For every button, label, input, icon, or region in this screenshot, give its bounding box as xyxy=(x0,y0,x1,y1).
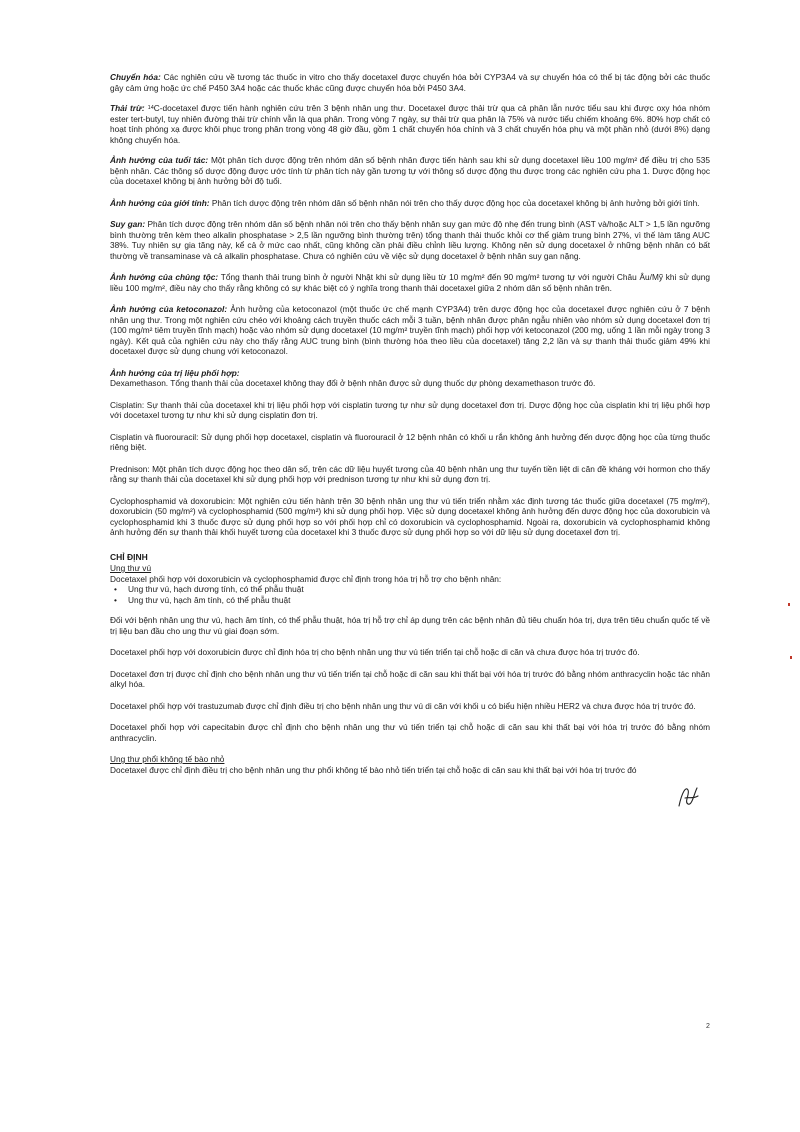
section-ketoconazole xyxy=(110,304,710,357)
breast-cancer-subheading: Ung thư vú xyxy=(110,563,152,573)
indications-heading: CHỈ ĐỊNH xyxy=(110,551,148,562)
handwritten-signature-icon xyxy=(676,782,700,812)
section-gender xyxy=(110,198,710,209)
document-page xyxy=(110,72,710,786)
ink-speck xyxy=(788,603,790,606)
ink-speck xyxy=(790,656,792,659)
section-text: Phân tích dược động trên nhóm dân số bệnh nhân nói trên cho thấy dược động học của docetaxel không bị ảnh hưởng bởi giới tính. xyxy=(211,197,700,208)
combo-prednisone: Prednison: Một phân tích dược động học theo dân số, trên các dữ liệu huyết tương của 40 bệnh nhân ung thư tuyến tiền liệt di căn đề kháng với hormon cho thấy rằng sự thanh thải của docetaxel khi sử dụng phối hợp với prednison tương tự như khi sử dụng đơn trị. xyxy=(110,463,710,484)
combo-cisplatin: Cisplatin: Sự thanh thải của docetaxel khi trị liệu phối hợp với cisplatin tương tự như sử dụng docetaxel đơn trị. Dược động học của cisplatin khi trị liệu phối hợp với docetaxel tương tự như khi sử dụng cisplatin đơn trị. xyxy=(110,399,710,420)
section-label: Thải trừ: xyxy=(110,103,145,113)
list-item: • Ung thư vú, hạch dương tính, có thể phẫu thuật xyxy=(128,584,710,595)
lung-indication: Docetaxel được chỉ định điều trị cho bệnh nhân ung thư phổi không tế bào nhỏ tiến triển tại chỗ hoặc di căn sau khi thất bại với hóa trị trước đó xyxy=(110,764,637,775)
indication-paragraph: Đối với bệnh nhân ung thư vú, hạch âm tính, có thể phẫu thuật, hóa trị hỗ trợ chỉ áp dụng trên các bệnh nhân đủ tiêu chuẩn hóa trị, dựa trên tiêu chuẩn quốc tế về trị liệu ban đầu cho ung thư vú giai đoạn sớm. xyxy=(110,615,710,636)
section-age xyxy=(110,155,710,187)
combo-label xyxy=(110,368,710,379)
section-label: Ảnh hưởng của tuổi tác: xyxy=(110,155,209,165)
indication-paragraph: Docetaxel phối hợp với doxorubicin được chỉ định hóa trị cho bệnh nhân ung thư vú tiến triển tại chỗ hoặc di căn và chưa được hóa trị trước đó. xyxy=(110,647,640,657)
page-number: 2 xyxy=(706,1023,710,1030)
breast-intro: Docetaxel phối hợp với doxorubicin và cyclophosphamid được chỉ định trong hóa trị hỗ trợ cho bệnh nhân: xyxy=(110,573,502,584)
section-label: Suy gan: xyxy=(110,219,146,229)
combo-cyclophosphamide-doxorubicin: Cyclophosphamid và doxorubicin: Một nghiên cứu tiến hành trên 30 bệnh nhân ung thư vú tiến triển nhằm xác định tương tác thuốc giữa docetaxel (75 mg/m²), doxorubicin (50 mg/m²) và cyclophosphamid (500 mg/m²) khi sử dụng phối hợp. Việc sử dụng docetaxel không ảnh hưởng đến dược động học của doxorubicin và cyclophosphamid khi 3 thuốc được sử dụng phối hợp so với phối hợp chỉ có doxorubicin và cyclophosphamid. Ngoài ra, doxorubicin và cyclophosphamid không ảnh hưởng đến sự thanh thải khối huyết tương của docetaxel khi 3 thuốc được sử dụng phối hợp so với dữ liệu sử dụng docetaxel đơn trị. xyxy=(110,495,710,537)
section-text: C-docetaxel được tiến hành nghiên cứu trên 3 bệnh nhân ung thư. Docetaxel được thải trừ qua cả phân lẫn nước tiểu sau khi được oxy hóa nhóm ester tert-butyl, tuy nhiên đường thải trừ chính vẫn là qua phân. Trong vòng 7 ngày, sự thải trừ qua phân là 75% và nước tiểu chiếm khoảng 6%. 80% hợp chất có hoạt tính phóng xạ được khôi phục trong phân trong vòng 48 giờ đầu, gồm 1 chất chuyển hóa chính và 3 chất chuyển hóa phụ và một phần nhỏ (dưới 8%) dạng không chuyển hóa. xyxy=(110,103,710,145)
section-text: Tổng thanh thải trung bình ở người Nhật khi sử dụng liều từ 10 mg/m² đến 90 mg/m² tương tự với người Châu Âu/Mỹ khi sử dụng liều 100 mg/m², điều này cho thấy rằng không có sự khác biệt có ý nghĩa trong thanh thải docetaxel giữa 2 nhóm dân số bệnh nhân trên. xyxy=(110,272,710,293)
indication-paragraph: Docetaxel phối hợp với capecitabin được chỉ định cho bệnh nhân ung thư vú tiến triển tại chỗ hoặc di căn sau khi thất bại với hóa trị trước đó bằng nhóm anthracyclin. xyxy=(110,722,710,743)
indication-paragraph: Docetaxel đơn trị được chỉ định cho bệnh nhân ung thư vú tiến triển tại chỗ hoặc di căn sau khi thất bại với hóa trị trước đó bằng nhóm anthracyclin hoặc tác nhân alkyl hóa. xyxy=(110,668,710,689)
section-text: Các nghiên cứu về tương tác thuốc in vitro cho thấy docetaxel được chuyển hóa bởi CYP3A4 và sự chuyển hóa có thể bị tác động bởi các thuốc gây cảm ứng hoặc ức chế P450 3A4 hoặc các thuốc khác cũng được chuyển hóa bởi P450 3A4. xyxy=(110,72,710,93)
section-elimination xyxy=(110,103,710,145)
section-text: Phân tích dược động trên nhóm dân số bệnh nhân nói trên cho thấy bệnh nhân suy gan mức độ nhẹ đến trung bình (AST và/hoặc ALT > 1,5 lần ngưỡng bình thường trên kèm theo alkalin phosphatase > 2,5 lần ngưỡng bình thường trên) tổng thanh thải thuốc khỏi cơ thể giảm trung bình 27%, vì thế làm tăng AUC 38%. Tuy nhiên sự gia tăng này, kể cả ở mức cao nhất, cũng không cần phải điều chỉnh liều lượng. Không nên sử dụng docetaxel ở những bệnh nhân có bất thường về transaminase và cả alkalin phosphatase. Chưa có nghiên cứu về việc sử dụng docetaxel ở bệnh nhân suy gan nặng. xyxy=(110,219,710,261)
section-hepatic xyxy=(110,219,710,261)
section-text: Một phân tích dược động trên nhóm dân số bệnh nhân được tiến hành sau khi sử dụng docetaxel liều 100 mg/m² để điều trị cho 535 bệnh nhân. Các thông số dược động được ước tính từ phân tích này gần tương tự với thông số dược động thu được trong các nghiên cứu pha 1. Dược động học của docetaxel không bị ảnh hưởng bởi độ tuổi. xyxy=(110,155,710,186)
section-label: Chuyển hóa: xyxy=(110,72,161,82)
section-metabolism xyxy=(110,72,710,93)
section-text: Ảnh hưởng của ketoconazol (một thuốc ức chế mạnh CYP3A4) trên dược động học của docetaxel được nghiên cứu ở 7 bệnh nhân ung thư. Trong một nghiên cứu chéo với khoảng cách truyền thuốc cách mỗi 3 tuần, bệnh nhân được phân ngẫu nhiên vào nhóm sử dụng docetaxel đơn trị (100 mg/m² tiêm truyền tĩnh mạch) hoặc vào nhóm sử dụng docetaxel (10 mg/m² truyền tĩnh mạch) phối hợp với ketoconazol (200 mg, uống 1 lần mỗi ngày trong 3 ngày). Kết quả của nghiên cứu này cho thấy rằng AUC trung bình (bình thường hóa theo liều của docetaxel) tăng 2,2 lần và sự thanh thải thuốc giảm 49% khi docetaxel được sử dụng chung với ketoconazol. xyxy=(110,304,710,356)
indication-paragraph: Docetaxel phối hợp với trastuzumab được chỉ định điều trị cho bệnh nhân ung thư vú di căn với khối u có biểu hiện nhiều HER2 và chưa được hóa trị trước đó. xyxy=(110,700,696,711)
section-race xyxy=(110,272,710,293)
breast-bullet-list xyxy=(110,584,710,605)
list-item: • Ung thư vú, hạch âm tính, có thể phẫu thuật xyxy=(128,595,710,606)
section-label: Ảnh hưởng của trị liệu phối hợp: xyxy=(110,367,240,378)
combo-dexamethasone: Dexamethason. Tổng thanh thải của docetaxel không thay đổi ở bệnh nhân được sử dụng thuốc dự phòng dexamethason trước đó. xyxy=(110,378,596,388)
section-label: Ảnh hưởng của giới tính: xyxy=(110,197,210,208)
section-label: Ảnh hưởng của ketoconazol: xyxy=(110,304,228,314)
lung-cancer-subheading: Ung thư phổi không tế bào nhỏ xyxy=(110,754,225,764)
isotope-superscript: 14 xyxy=(147,105,154,111)
section-label: Ảnh hưởng của chủng tộc: xyxy=(110,272,219,282)
combo-cisplatin-fluorouracil: Cisplatin và fluorouracil: Sử dụng phối hợp docetaxel, cisplatin và fluorouracil ở 12 bệnh nhân có khối u rắn không ảnh hưởng đến dược động học của từng thuốc riêng biệt. xyxy=(110,431,710,452)
